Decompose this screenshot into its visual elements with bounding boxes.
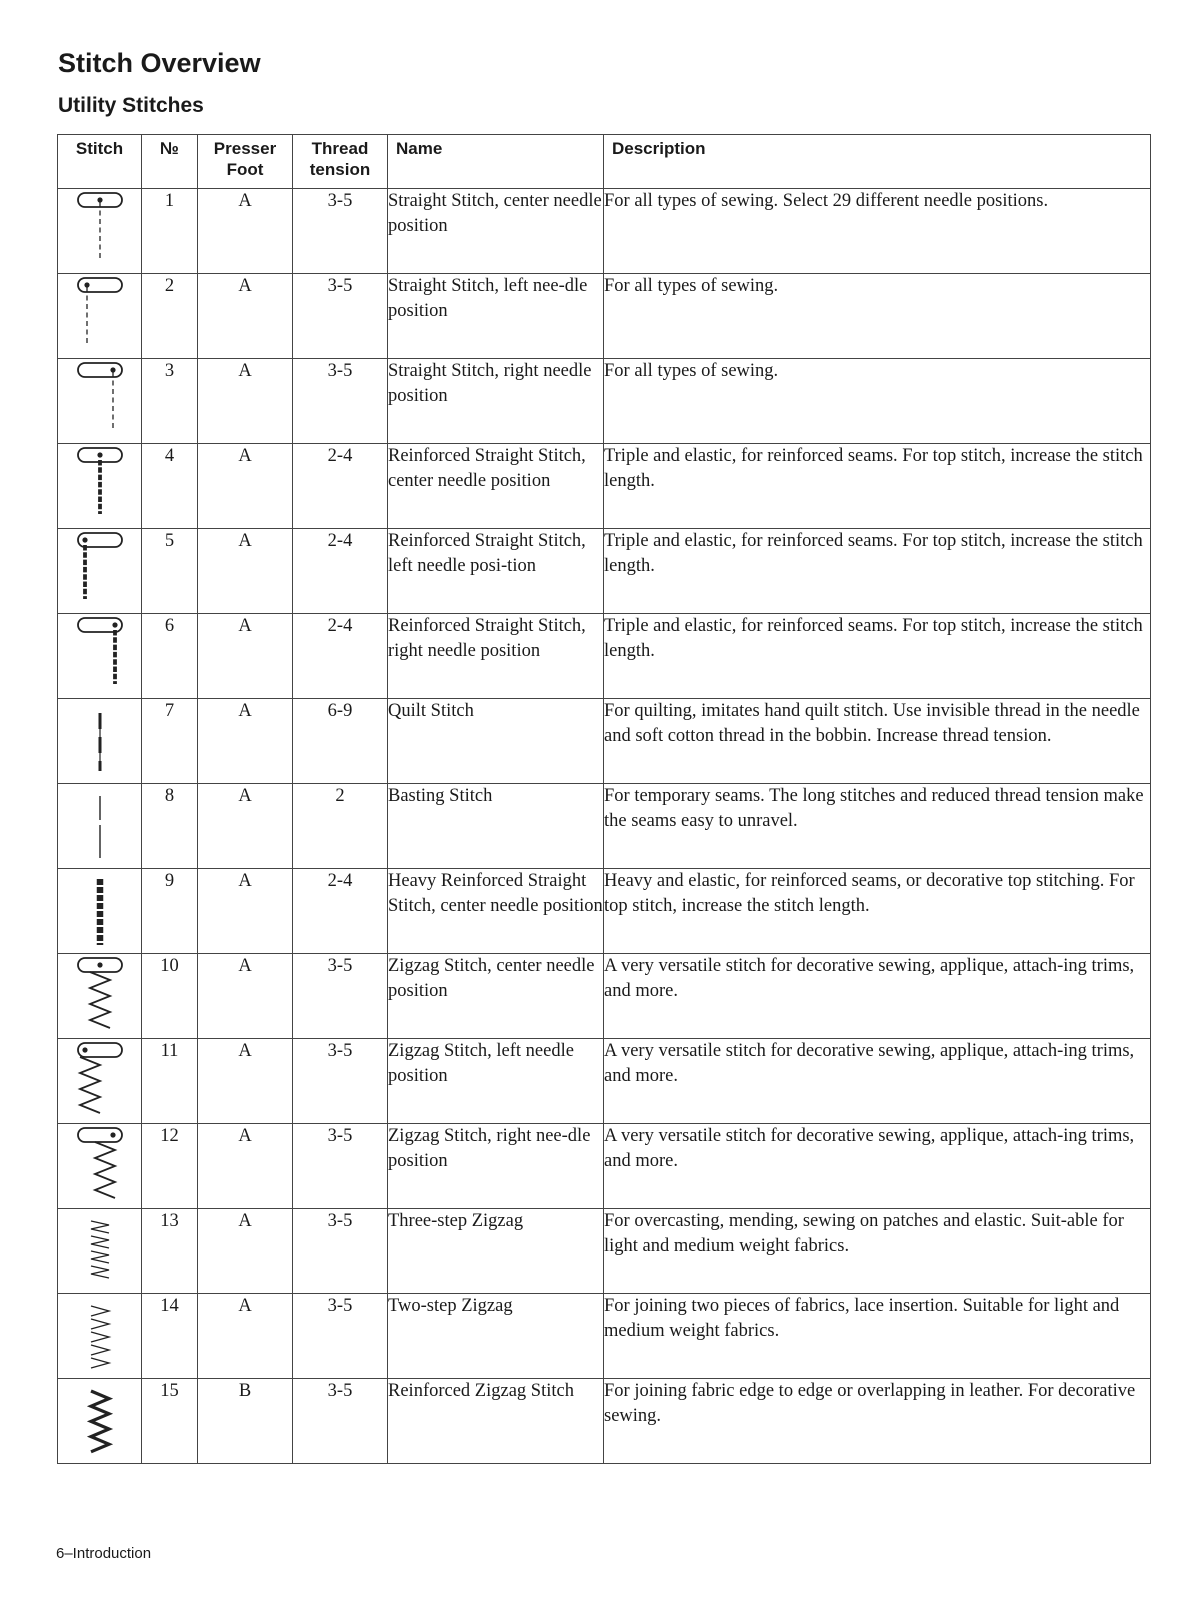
presser-foot: A bbox=[198, 444, 293, 529]
presser-foot: A bbox=[198, 614, 293, 699]
reinforced-straight-left-icon bbox=[63, 529, 137, 609]
table-row bbox=[58, 359, 1151, 444]
stitch-description: A very versatile stitch for decorative sewing, applique, attach-ing trims, and more. bbox=[604, 1124, 1151, 1209]
presser-foot: A bbox=[198, 954, 293, 1039]
stitch-cell bbox=[58, 529, 142, 614]
presser-foot: A bbox=[198, 529, 293, 614]
stitch-description: A very versatile stitch for decorative sewing, applique, attach-ing trims, and more. bbox=[604, 1039, 1151, 1124]
stitch-name: Quilt Stitch bbox=[388, 699, 604, 784]
thread-tension: 3-5 bbox=[293, 1379, 388, 1464]
stitch-cell bbox=[58, 444, 142, 529]
presser-foot: A bbox=[198, 359, 293, 444]
stitch-cell bbox=[58, 189, 142, 274]
two-step-zigzag-icon bbox=[63, 1294, 137, 1374]
stitch-name: Reinforced Straight Stitch, center needle position bbox=[388, 444, 604, 529]
stitch-cell bbox=[58, 1379, 142, 1464]
zigzag-right-icon bbox=[63, 1124, 137, 1204]
table-row bbox=[58, 699, 1151, 784]
thread-tension: 6-9 bbox=[293, 699, 388, 784]
table-row bbox=[58, 954, 1151, 1039]
stitch-cell bbox=[58, 869, 142, 954]
presser-foot: A bbox=[198, 1124, 293, 1209]
presser-foot: A bbox=[198, 699, 293, 784]
thread-tension: 2-4 bbox=[293, 529, 388, 614]
stitch-name: Zigzag Stitch, center needle position bbox=[388, 954, 604, 1039]
stitch-cell bbox=[58, 359, 142, 444]
stitch-cell bbox=[58, 954, 142, 1039]
heavy-reinforced-straight-icon bbox=[63, 869, 137, 949]
stitch-description: Triple and elastic, for reinforced seams. For top stitch, increase the stitch length. bbox=[604, 529, 1151, 614]
stitch-number: 11 bbox=[142, 1039, 198, 1124]
stitch-description: For joining two pieces of fabrics, lace insertion. Suitable for light and medium weight fabrics. bbox=[604, 1294, 1151, 1379]
table-row bbox=[58, 784, 1151, 869]
stitch-number: 9 bbox=[142, 869, 198, 954]
zigzag-left-icon bbox=[63, 1039, 137, 1119]
header-description: Description bbox=[604, 135, 1151, 189]
stitch-number: 10 bbox=[142, 954, 198, 1039]
stitch-description: Triple and elastic, for reinforced seams. For top stitch, increase the stitch length. bbox=[604, 614, 1151, 699]
page-title: Stitch Overview bbox=[58, 48, 261, 78]
stitch-description: For joining fabric edge to edge or overlapping in leather. For decorative sewing. bbox=[604, 1379, 1151, 1464]
presser-foot: A bbox=[198, 784, 293, 869]
reinforced-straight-center-icon bbox=[63, 444, 137, 524]
thread-tension: 3-5 bbox=[293, 954, 388, 1039]
table-row bbox=[58, 444, 1151, 529]
zigzag-center-icon bbox=[63, 954, 137, 1034]
quilt-stitch-icon bbox=[63, 699, 137, 779]
presser-foot: A bbox=[198, 869, 293, 954]
stitch-number: 14 bbox=[142, 1294, 198, 1379]
stitch-description: For temporary seams. The long stitches and reduced thread tension make the seams easy to unravel. bbox=[604, 784, 1151, 869]
thread-tension: 2-4 bbox=[293, 444, 388, 529]
stitch-description: A very versatile stitch for decorative sewing, applique, attach-ing trims, and more. bbox=[604, 954, 1151, 1039]
thread-tension: 2-4 bbox=[293, 869, 388, 954]
thread-tension: 3-5 bbox=[293, 189, 388, 274]
stitch-name: Straight Stitch, right needle position bbox=[388, 359, 604, 444]
stitch-number: 12 bbox=[142, 1124, 198, 1209]
thread-tension: 3-5 bbox=[293, 359, 388, 444]
stitch-description: For all types of sewing. bbox=[604, 274, 1151, 359]
presser-foot: A bbox=[198, 1039, 293, 1124]
stitch-cell bbox=[58, 1294, 142, 1379]
table-row bbox=[58, 189, 1151, 274]
stitch-name: Heavy Reinforced Straight Stitch, center needle position bbox=[388, 869, 604, 954]
thread-tension: 3-5 bbox=[293, 1294, 388, 1379]
straight-center-stitch-icon bbox=[63, 189, 137, 269]
header-thread-tension: Thread tension bbox=[293, 135, 388, 189]
stitch-name: Straight Stitch, left nee-dle position bbox=[388, 274, 604, 359]
presser-foot: A bbox=[198, 1209, 293, 1294]
stitch-number: 13 bbox=[142, 1209, 198, 1294]
table-body bbox=[58, 189, 1151, 1464]
stitch-cell bbox=[58, 1039, 142, 1124]
table-row bbox=[58, 1379, 1151, 1464]
stitch-number: 7 bbox=[142, 699, 198, 784]
straight-right-stitch-icon bbox=[63, 359, 137, 439]
presser-foot: A bbox=[198, 274, 293, 359]
three-step-zigzag-icon bbox=[63, 1209, 137, 1289]
stitch-table bbox=[57, 134, 1151, 1464]
header-name: Name bbox=[388, 135, 604, 189]
section-subtitle: Utility Stitches bbox=[58, 94, 204, 117]
presser-foot: A bbox=[198, 1294, 293, 1379]
stitch-cell bbox=[58, 614, 142, 699]
stitch-cell bbox=[58, 699, 142, 784]
stitch-number: 1 bbox=[142, 189, 198, 274]
table-header-row bbox=[58, 135, 1151, 189]
thread-tension: 3-5 bbox=[293, 1124, 388, 1209]
stitch-number: 3 bbox=[142, 359, 198, 444]
stitch-number: 2 bbox=[142, 274, 198, 359]
header-stitch: Stitch bbox=[58, 135, 142, 189]
stitch-name: Basting Stitch bbox=[388, 784, 604, 869]
stitch-name: Straight Stitch, center needle position bbox=[388, 189, 604, 274]
presser-foot: A bbox=[198, 189, 293, 274]
stitch-cell bbox=[58, 784, 142, 869]
stitch-description: For all types of sewing. Select 29 different needle positions. bbox=[604, 189, 1151, 274]
stitch-description: For all types of sewing. bbox=[604, 359, 1151, 444]
table-row bbox=[58, 1294, 1151, 1379]
table-row bbox=[58, 869, 1151, 954]
thread-tension: 3-5 bbox=[293, 1209, 388, 1294]
straight-left-stitch-icon bbox=[63, 274, 137, 354]
stitch-description: Heavy and elastic, for reinforced seams, or decorative top stitching. For top stitch, increase the stitch length. bbox=[604, 869, 1151, 954]
stitch-number: 15 bbox=[142, 1379, 198, 1464]
stitch-cell bbox=[58, 1124, 142, 1209]
table-row bbox=[58, 274, 1151, 359]
stitch-name: Zigzag Stitch, right nee-dle position bbox=[388, 1124, 604, 1209]
table-row bbox=[58, 1039, 1151, 1124]
thread-tension: 2 bbox=[293, 784, 388, 869]
stitch-number: 6 bbox=[142, 614, 198, 699]
stitch-cell bbox=[58, 274, 142, 359]
stitch-number: 8 bbox=[142, 784, 198, 869]
reinforced-zigzag-icon bbox=[63, 1379, 137, 1459]
stitch-name: Three-step Zigzag bbox=[388, 1209, 604, 1294]
thread-tension: 3-5 bbox=[293, 1039, 388, 1124]
stitch-name: Two-step Zigzag bbox=[388, 1294, 604, 1379]
stitch-number: 4 bbox=[142, 444, 198, 529]
stitch-name: Reinforced Zigzag Stitch bbox=[388, 1379, 604, 1464]
table-row bbox=[58, 1209, 1151, 1294]
stitch-name: Zigzag Stitch, left needle position bbox=[388, 1039, 604, 1124]
page-footer: 6–Introduction bbox=[56, 1545, 152, 1562]
stitch-name: Reinforced Straight Stitch, right needle position bbox=[388, 614, 604, 699]
stitch-name: Reinforced Straight Stitch, left needle posi-tion bbox=[388, 529, 604, 614]
stitch-cell bbox=[58, 1209, 142, 1294]
stitch-description: For quilting, imitates hand quilt stitch. Use invisible thread in the needle and soft cotton thread in the bobbin. Increase thread tension. bbox=[604, 699, 1151, 784]
thread-tension: 2-4 bbox=[293, 614, 388, 699]
header-presser-foot: Presser Foot bbox=[198, 135, 293, 189]
presser-foot: B bbox=[198, 1379, 293, 1464]
header-number: № bbox=[142, 135, 198, 189]
table-row bbox=[58, 1124, 1151, 1209]
stitch-description: Triple and elastic, for reinforced seams. For top stitch, increase the stitch length. bbox=[604, 444, 1151, 529]
table-row bbox=[58, 529, 1151, 614]
stitch-number: 5 bbox=[142, 529, 198, 614]
reinforced-straight-right-icon bbox=[63, 614, 137, 694]
thread-tension: 3-5 bbox=[293, 274, 388, 359]
stitch-description: For overcasting, mending, sewing on patches and elastic. Suit-able for light and medium weight fabrics. bbox=[604, 1209, 1151, 1294]
basting-stitch-icon bbox=[63, 784, 137, 864]
table-row bbox=[58, 614, 1151, 699]
